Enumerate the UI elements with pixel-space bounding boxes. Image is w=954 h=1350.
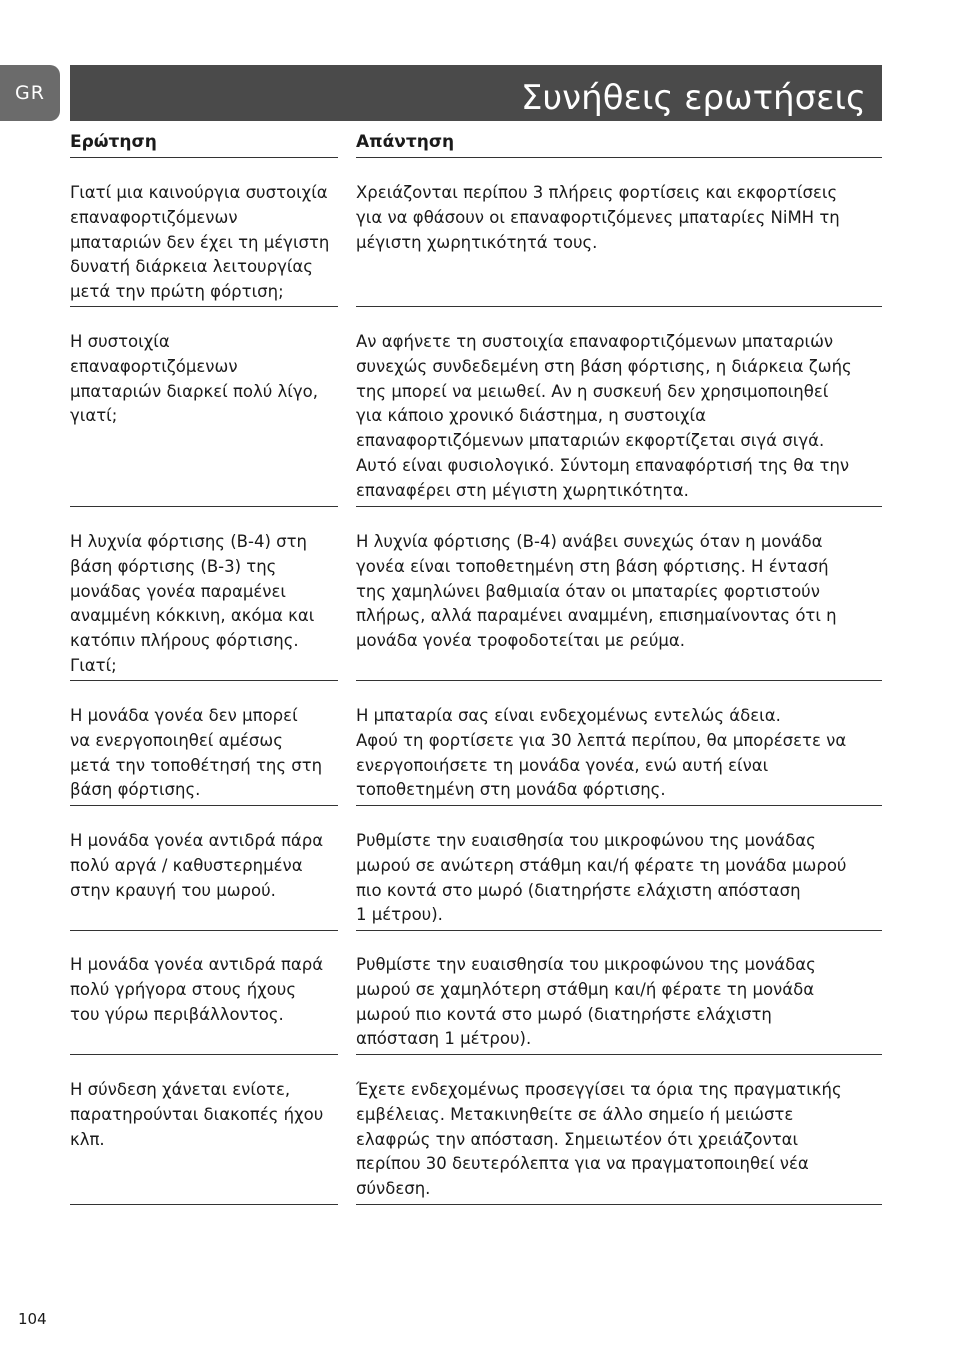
page-title: Συνήθεις ερωτήσεις [521, 78, 866, 118]
faq-question: Η συστοιχία επαναφορτιζόμενων μπαταριών διαρκεί πολύ λίγο, γιατί; [70, 330, 338, 507]
title-bar [70, 65, 882, 121]
faq-question: Η μονάδα γονέα δεν μπορεί να ενεργοποιηθεί αμέσως μετά την τοποθέτησή της στη βάση φόρτισης. [70, 704, 338, 806]
faq-question: Η μονάδα γονέα αντιδρά πάρα πολύ αργά / καθυστερημένα στην κραυγή του μωρού. [70, 829, 338, 931]
faq-question: Η μονάδα γονέα αντιδρά παρά πολύ γρήγορα στους ήχους του γύρω περιβάλλοντος. [70, 953, 338, 1055]
faq-answer: Έχετε ενδεχομένως προσεγγίσει τα όρια της πραγματικής εμβέλειας. Μετακινηθείτε σε άλλο σημείο ή μειώστε ελαφρώς την απόσταση. Σημειωτέον ότι χρειάζονται περίπου 30 δευτερόλεπτα για να πραγματοποιηθεί νέα σύνδεση. [356, 1078, 882, 1205]
faq-question: Η λυχνία φόρτισης (B-4) στη βάση φόρτισης (B-3) της μονάδας γονέα παραμένει αναμμένη κόκκινη, ακόμα και κατόπιν πλήρους φόρτισης. Γιατί; [70, 530, 338, 681]
language-tab: GR [0, 65, 60, 121]
question-column-header: Ερώτηση [70, 131, 338, 158]
faq-answer: Αν αφήνετε τη συστοιχία επαναφορτιζόμενων μπαταριών συνεχώς συνδεδεμένη στη βάση φόρτισης, η διάρκεια ζωής της μπορεί να μειωθεί. Αν η συσκευή δεν χρησιμοποιηθεί για κάποιο χρονικό διάστημα, η συστοιχία επαναφορτιζόμενων μπαταριών εκφορτίζεται σιγά σιγά. Αυτό είναι φυσιολογικό. Σύντομη επαναφόρτισή της θα την επαναφέρει στη μέγιστη χωρητικότητα. [356, 330, 882, 507]
faq-answer: Ρυθμίστε την ευαισθησία του μικροφώνου της μονάδας μωρού σε ανώτερη στάθμη και/ή φέρατε τη μονάδα μωρού πιο κοντά στο μωρό (διατηρήστε ελάχιστη απόσταση 1 μέτρου). [356, 829, 882, 931]
page-number: 104 [18, 1310, 47, 1328]
faq-answer: Η λυχνία φόρτισης (B-4) ανάβει συνεχώς όταν η μονάδα γονέα είναι τοποθετημένη στη βάση φόρτισης. Η έντασή της χαμηλώνει βαθμιαία όταν οι μπαταρίες φορτιστούν πλήρως, αλλά παραμένει αναμμένη, επισημαίνοντας ότι η μονάδα γονέα τροφοδοτείται με ρεύμα. [356, 530, 882, 681]
faq-answer: Χρειάζονται περίπου 3 πλήρεις φορτίσεις και εκφορτίσεις για να φθάσουν οι επαναφορτιζόμενες μπαταρίες NiMH τη μέγιστη χωρητικότητά τους. [356, 181, 882, 307]
answer-column-header: Απάντηση [356, 131, 882, 158]
faq-answer: Ρυθμίστε την ευαισθησία του μικροφώνου της μονάδας μωρού σε χαμηλότερη στάθμη και/ή φέρατε τη μονάδα μωρού πιο κοντά στο μωρό (διατηρήστε ελάχιστη απόσταση 1 μέτρου). [356, 953, 882, 1055]
faq-question: Γιατί μια καινούργια συστοιχία επαναφορτιζόμενων μπαταριών δεν έχει τη μέγιστη δυνατή διάρκεια λειτουργίας μετά την πρώτη φόρτιση; [70, 181, 338, 307]
faq-question: Η σύνδεση χάνεται ενίοτε, παρατηρούνται διακοπές ήχου κλπ. [70, 1078, 338, 1205]
faq-answer: Η μπαταρία σας είναι ενδεχομένως εντελώς άδεια. Αφού τη φορτίσετε για 30 λεπτά περίπου, θα μπορέσετε να ενεργοποιήσετε τη μονάδα γονέα, ενώ αυτή είναι τοποθετημένη στη μονάδα φόρτισης. [356, 704, 882, 806]
